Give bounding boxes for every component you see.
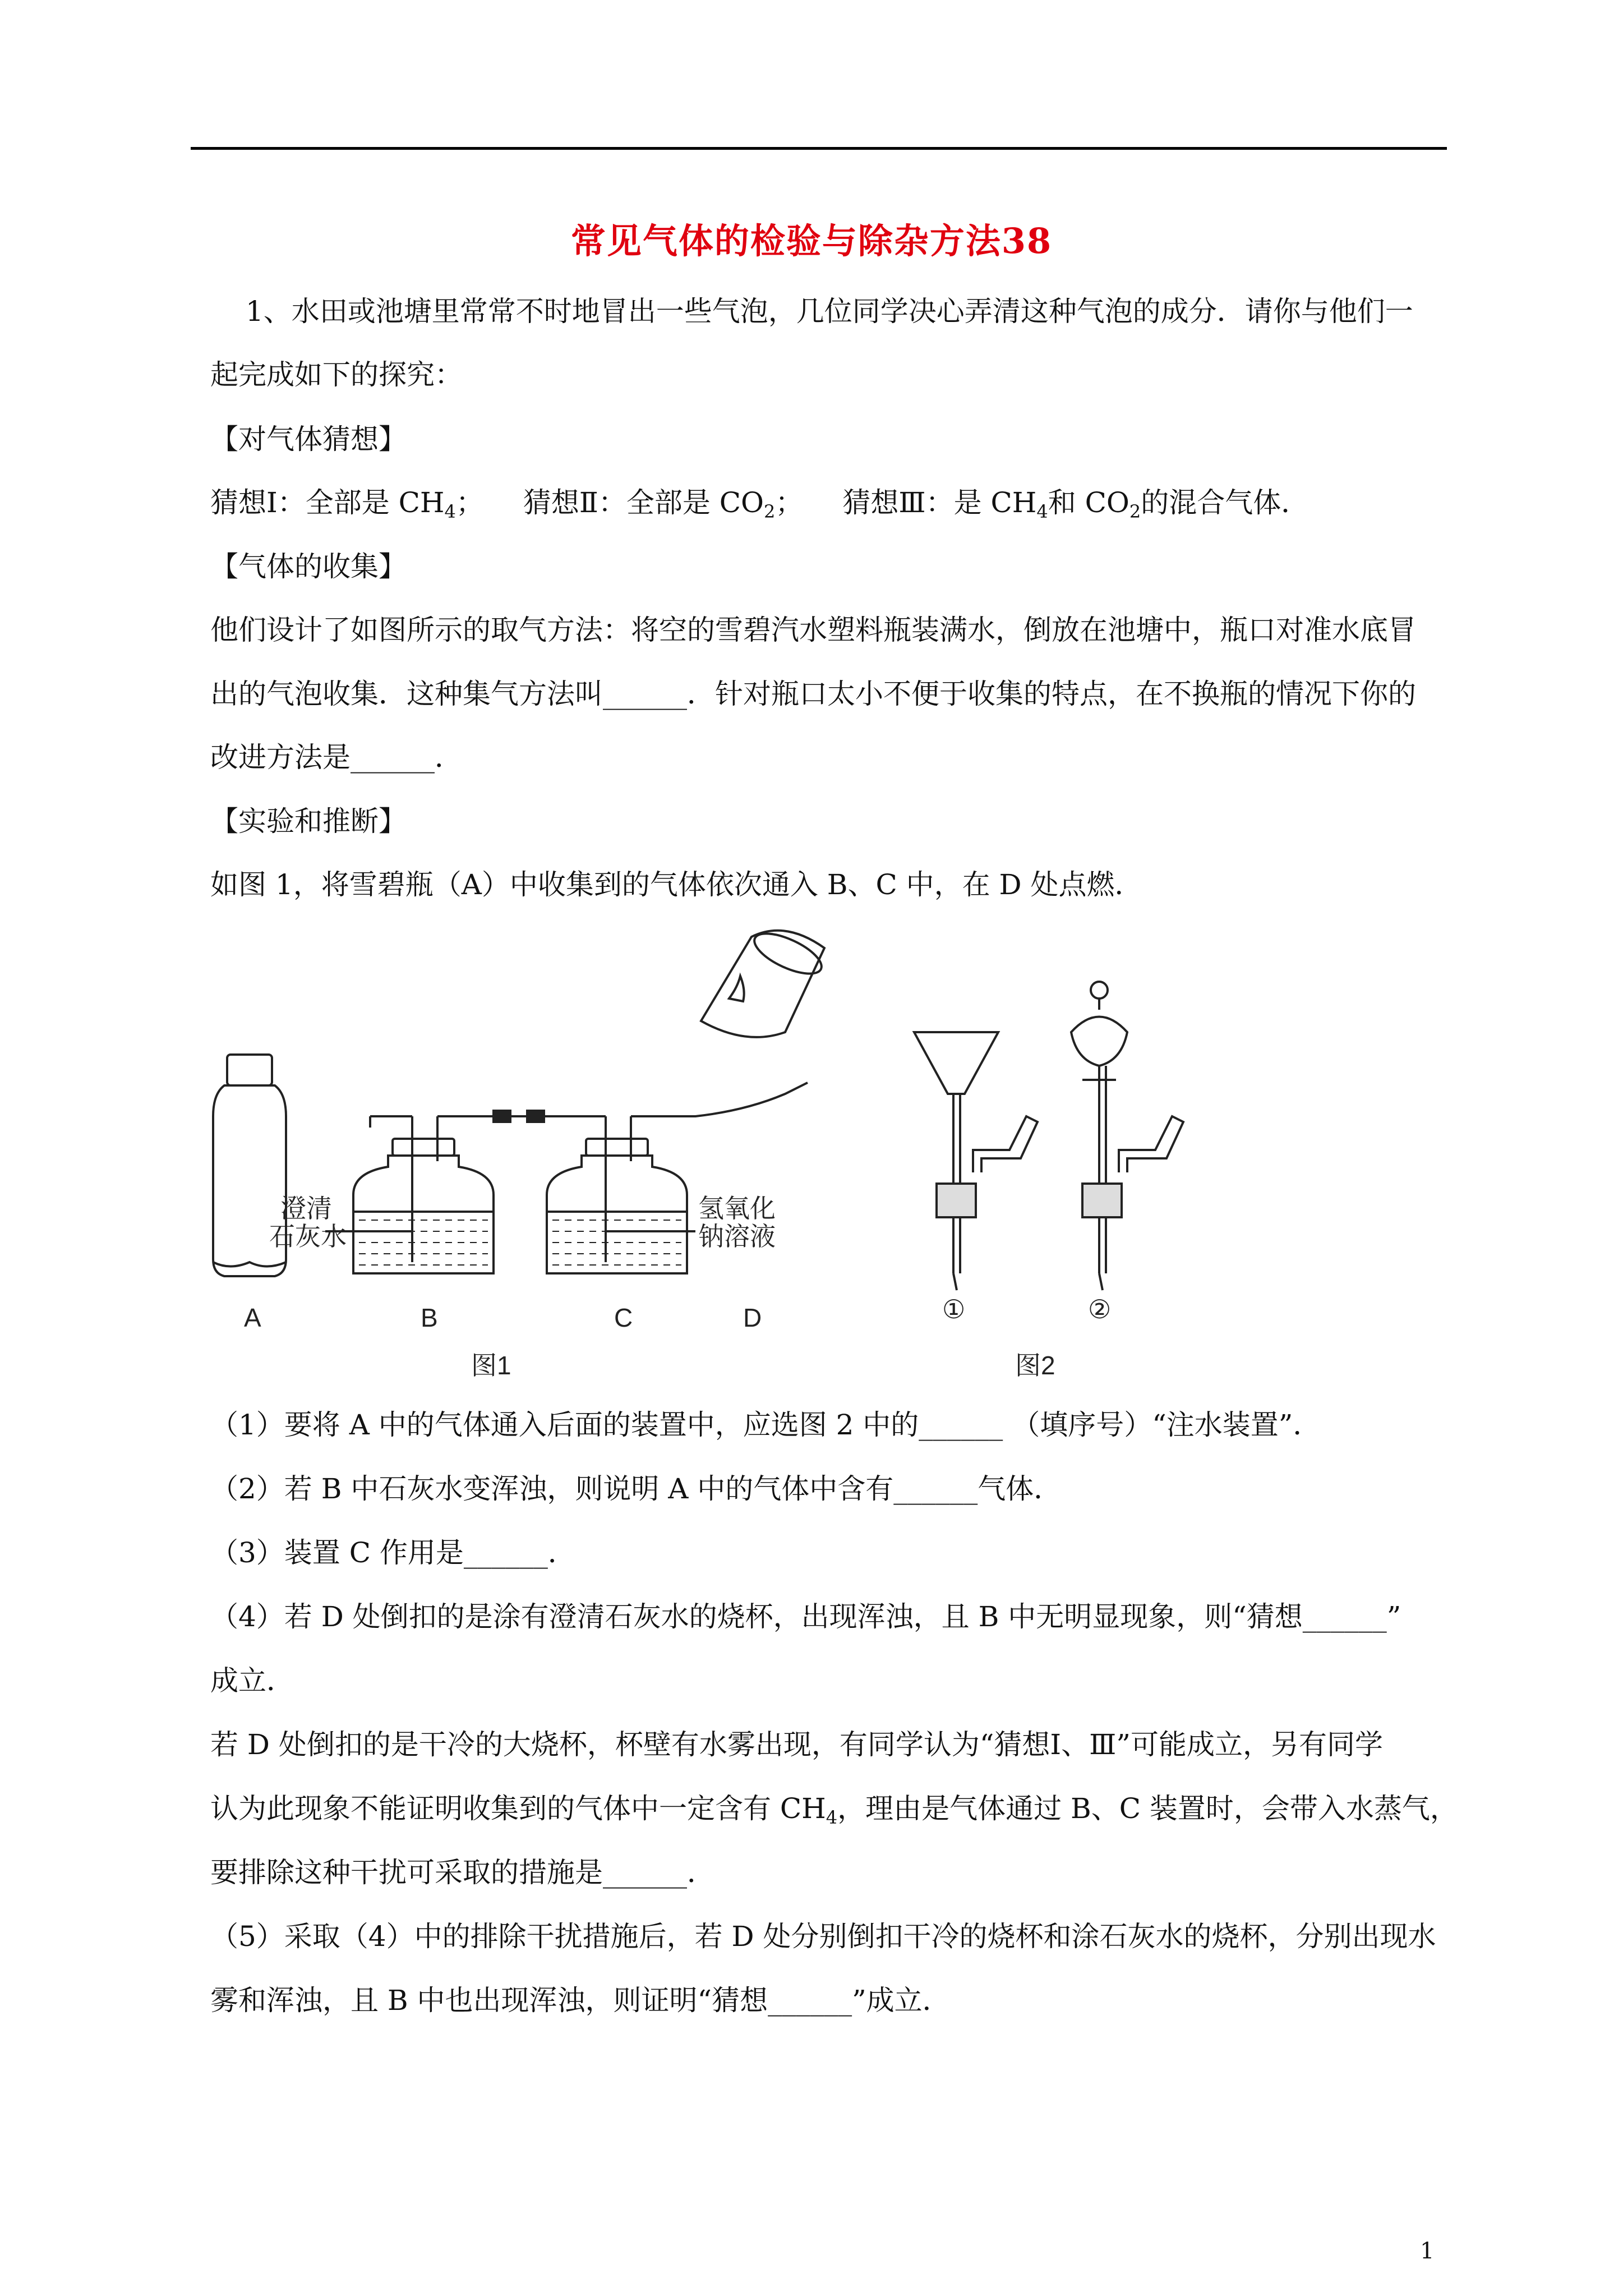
question-4-line-3: 若 D 处倒扣的是干冷的大烧杯，杯壁有水雾出现，有同学认为“猜想Ⅰ、Ⅲ”可能成立，另有同学 <box>210 1728 1383 1761</box>
separatory-funnel-setup-2-icon <box>1071 982 1183 1290</box>
guess-line <box>210 486 1309 528</box>
wash-bottle-c-icon <box>547 1116 687 1273</box>
collect-line-3: 改进方法是______． <box>210 741 463 774</box>
section-exp-heading: 【实验和推断】 <box>210 805 407 838</box>
letter-b: B <box>421 1303 438 1332</box>
section-collect-heading: 【气体的收集】 <box>210 550 407 583</box>
label-num2: ② <box>1088 1295 1112 1324</box>
exp-intro: 如图 1，将雪碧瓶（A）中收集到的气体依次通入 B、C 中，在 D 处点燃． <box>210 868 1143 901</box>
label-limewater-line2: 石灰水 <box>269 1222 347 1251</box>
apparatus-figure <box>191 926 1447 1402</box>
beaker-d-icon <box>701 926 827 1037</box>
letter-c: C <box>614 1303 633 1332</box>
question-5-line-2: 雾和浑浊，且 B 中也出现浑浊，则证明“猜想______”成立． <box>210 1984 951 2017</box>
letter-d: D <box>743 1303 762 1332</box>
q1-intro-line-2: 起完成如下的探究： <box>210 358 463 391</box>
guess-3: 猜想Ⅲ：是 $CH_4$和 $CO_2$的混合气体． <box>842 486 1310 522</box>
collect-line-1: 他们设计了如图所示的取气方法：将空的雪碧汽水塑料瓶装满水，倒放在池塘中，瓶口对准水底冒 <box>210 614 1416 646</box>
question-4-line-5: 要排除这种干扰可采取的措施是______． <box>210 1856 715 1889</box>
page-title: 常见气体的检验与除杂方法38 <box>570 220 1053 261</box>
question-4-line-4: 认为此现象不能证明收集到的气体中一定含有 $CH_4$，理由是气体通过 B、C 装置时，会带入水蒸气， <box>210 1792 1458 1828</box>
letter-a: A <box>244 1303 261 1332</box>
section-guess-heading: 【对气体猜想】 <box>210 423 407 455</box>
wash-bottle-b-icon <box>353 1116 494 1273</box>
question-1: （1）要将 A 中的气体通入后面的装置中，应选图 2 中的______ （填序号）“注水装置”． <box>210 1409 1321 1441</box>
header-rule <box>191 147 1447 150</box>
guess-1: 猜想Ⅰ：全部是 $CH_4$； <box>210 486 484 522</box>
q1-intro-line-1: 1、水田或池塘里常常不时地冒出一些气泡，几位同学决心弄清这种气泡的成分．请你与他们一 <box>246 295 1413 328</box>
label-limewater-line1: 澄清 <box>280 1194 332 1223</box>
label-naoh-line2: 钠溶液 <box>698 1222 776 1251</box>
question-4-line-1: （4）若 D 处倒扣的是涂有澄清石灰水的烧杯，出现浑浊，且 B 中无明显现象，则“猜想______” <box>210 1600 1401 1633</box>
question-5-line-1: （5）采取（4）中的排除干扰措施后，若 D 处分别倒扣干冷的烧杯和涂石灰水的烧杯，分别出现水 <box>210 1920 1436 1953</box>
collect-line-2: 出的气泡收集．这种集气方法叫______．针对瓶口太小不便于收集的特点，在不换瓶的情况下你的 <box>210 678 1416 710</box>
guess-2: 猜想Ⅱ：全部是 $CO_2$； <box>523 486 804 522</box>
page-number: 1 <box>1420 2238 1435 2264</box>
question-3: （3）装置 C 作用是______． <box>210 1536 576 1569</box>
fig1-caption: 图1 <box>471 1351 511 1380</box>
fig2-caption: 图2 <box>1015 1351 1055 1380</box>
question-4-line-2: 成立． <box>210 1664 294 1697</box>
label-naoh-line1: 氢氧化 <box>698 1194 776 1223</box>
question-2: （2）若 B 中石灰水变浑浊，则说明 A 中的气体中含有______气体． <box>210 1473 1062 1505</box>
label-num1: ① <box>942 1295 966 1324</box>
funnel-setup-1-icon <box>914 1032 1038 1290</box>
